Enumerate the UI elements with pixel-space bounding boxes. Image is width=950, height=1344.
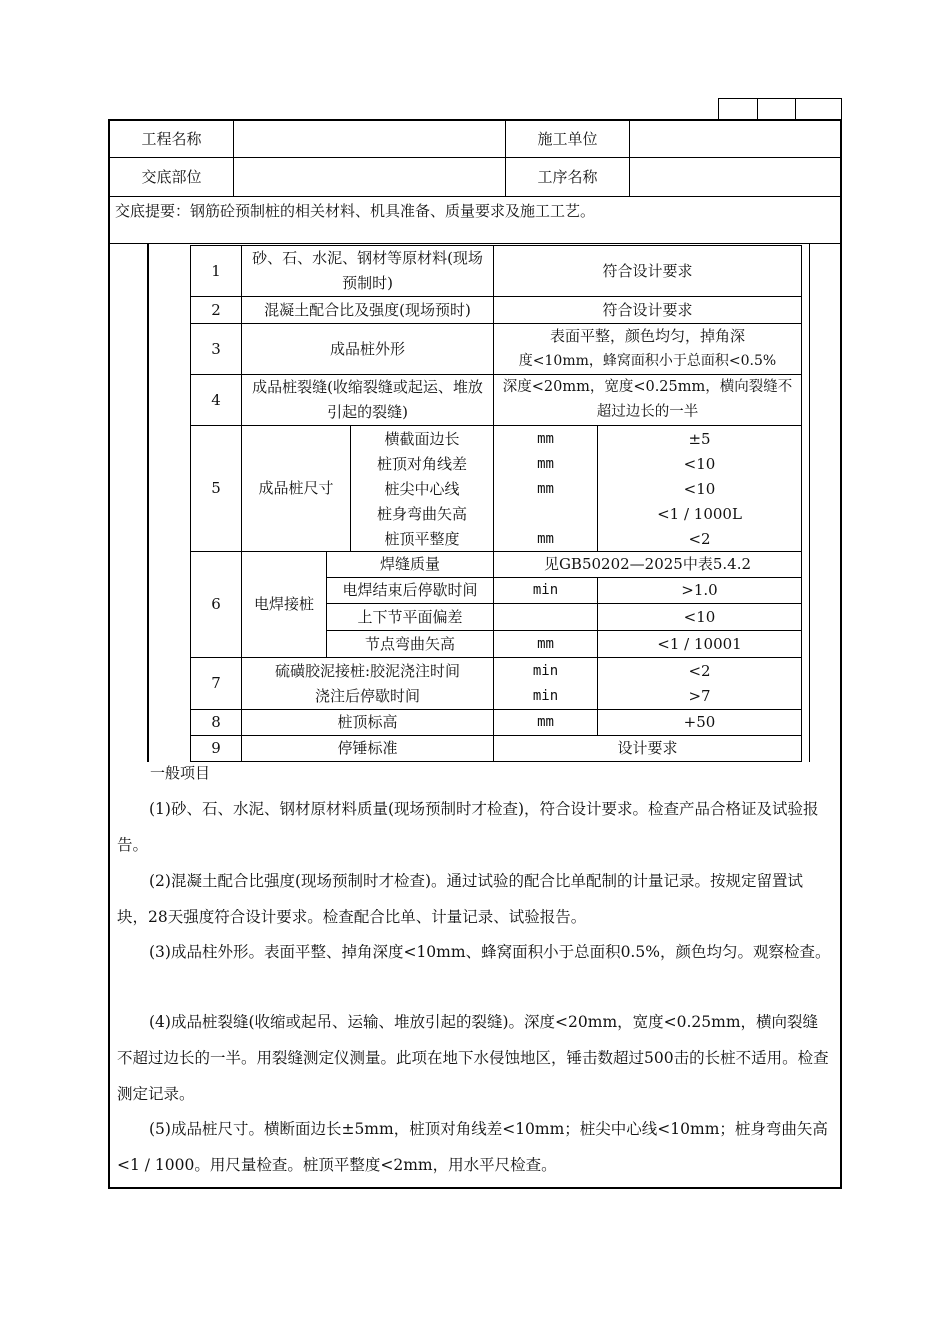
row6-sub4-unit: mm	[493, 630, 598, 658]
project-name-field[interactable]	[233, 120, 506, 158]
row7-value1: <2	[688, 662, 711, 680]
row1-no: 1	[190, 245, 242, 297]
row2-no: 2	[190, 296, 242, 324]
row7-line1: 硫磺胶泥接桩:胶泥浇注时间	[274, 662, 461, 680]
left-vertical-line	[147, 243, 149, 762]
row9-item: 停锤标准	[241, 735, 494, 762]
corner-box-2	[757, 98, 796, 120]
summary-text: 交底提要：钢筋砼预制桩的相关材料、机具准备、质量要求及施工工艺。	[115, 202, 596, 220]
row2-item: 混凝土配合比及强度(现场预时)	[241, 296, 494, 324]
process-name-label: 工序名称	[505, 157, 630, 197]
row5-sub5-value: <2	[688, 530, 711, 548]
row9-value: 设计要求	[493, 735, 802, 762]
right-vertical-line	[809, 243, 810, 762]
row5-sub4-unit	[494, 502, 597, 527]
process-name-field[interactable]	[629, 157, 841, 197]
row5-subnames	[350, 425, 494, 552]
row6-sub1-name: 焊缝质量	[326, 551, 494, 578]
row6-sub3-value: <10	[597, 603, 802, 631]
row7-unit2: min	[532, 688, 559, 704]
row5-sub1-name: 横截面边长	[384, 430, 460, 448]
row5-sub2-value: <10	[683, 455, 716, 473]
row5-sub2-name: 桩顶对角线差	[376, 455, 467, 473]
row6-sub4-name: 节点弯曲矢高	[326, 630, 494, 658]
general-item-4: (4)成品桩裂缝(收缩或起吊、运输、堆放引起的裂缝)。深度<20mm，宽度<0.25mm，横向裂缝不超过边长的一半。用裂缝测定仪测量。此项在地下水侵蚀地区，锤击数超过500击的长桩不适用。检查测定记录。	[117, 1013, 829, 1103]
general-item-3: (3)成品柱外形。表面平整、掉角深度<10mm、蜂窝面积小于总面积0.5%，颜色均匀。观察检查。	[149, 943, 831, 961]
row8-value: +50	[597, 709, 802, 736]
row8-item: 桩顶标高	[241, 709, 494, 736]
row5-sub2-unit: mm	[537, 456, 554, 472]
row3-item: 成品桩外形	[241, 323, 494, 375]
row5-sub4-value: <1 / 1000L	[657, 505, 742, 523]
row3-req-line1: 表面平整，颜色均匀，掉角深	[549, 327, 745, 345]
row6-sub2-name: 电焊结束后停歇时间	[326, 577, 494, 604]
row5-sub3-unit: mm	[537, 481, 554, 497]
construction-unit-label: 施工单位	[505, 120, 630, 158]
row5-sub1-value: ±5	[688, 430, 711, 448]
row2-requirement: 符合设计要求	[493, 296, 802, 324]
row7-unit1: min	[532, 663, 559, 679]
row4-item: 成品桩裂缝(收缩裂缝或起运、堆放引起的裂缝)	[241, 374, 494, 426]
corner-box-3	[795, 98, 842, 120]
construction-unit-field[interactable]	[629, 120, 841, 158]
general-item-5: (5)成品桩尺寸。横断面边长±5mm，桩顶对角线差<10mm；桩尖中心线<10mm；桩身弯曲矢高<1 / 1000。用尺量检查。桩顶平整度<2mm，用水平尺检查。	[117, 1120, 828, 1174]
row5-sub3-value: <10	[683, 480, 716, 498]
row5-sub4-name: 桩身弯曲矢高	[376, 505, 467, 523]
row6-sub3-name: 上下节平面偏差	[326, 603, 494, 631]
row3-no: 3	[190, 323, 242, 375]
row5-sub5-name: 桩顶平整度	[384, 530, 460, 548]
row6-item: 电焊接桩	[241, 551, 327, 658]
row5-units	[493, 425, 598, 552]
row3-req-line2: 度<10mm，蜂窝面积小于总面积<0.5%	[518, 353, 777, 369]
row6-sub2-unit: min	[493, 577, 598, 604]
row9-no: 9	[190, 735, 242, 762]
project-name-label: 工程名称	[109, 120, 234, 158]
row7-no: 7	[190, 657, 242, 710]
row7-line2: 浇注后停歇时间	[314, 687, 420, 705]
row7-item	[241, 657, 494, 710]
row5-values	[597, 425, 802, 552]
corner-box-1	[718, 98, 758, 120]
row5-sub5-unit: mm	[537, 531, 554, 547]
general-item-2: (2)混凝土配合比强度(现场预制时才检查)。通过试验的配合比单配制的计量记录。按规定留置试块，28天强度符合设计要求。检查配合比单、计量记录、试验报告。	[117, 872, 804, 926]
row5-sub1-unit: mm	[537, 431, 554, 447]
row6-sub2-value: >1.0	[597, 577, 802, 604]
row6-sub3-unit	[493, 603, 598, 631]
handover-part-label: 交底部位	[109, 157, 234, 197]
row7-value2: >7	[688, 687, 711, 705]
row6-sub4-value: <1 / 10001	[597, 630, 802, 658]
row5-item: 成品桩尺寸	[241, 425, 351, 552]
row5-sub3-name: 桩尖中心线	[384, 480, 460, 498]
row4-no: 4	[190, 374, 242, 426]
row4-requirement: 深度<20mm，宽度<0.25mm，横向裂缝不超过边长的一半	[493, 374, 802, 426]
row7-units	[493, 657, 598, 710]
row6-no: 6	[190, 551, 242, 658]
row5-no: 5	[190, 425, 242, 552]
row8-no: 8	[190, 709, 242, 736]
general-item-1: (1)砂、石、水泥、钢材原材料质量(现场预制时才检查)，符合设计要求。检查产品合格证及试验报告。	[117, 800, 819, 854]
row7-values	[597, 657, 802, 710]
row8-unit: mm	[493, 709, 598, 736]
row6-sub1-value: 见GB50202—2025中表5.4.2	[493, 551, 802, 578]
handover-part-field[interactable]	[233, 157, 506, 197]
row3-requirement	[493, 323, 802, 375]
general-heading: 一般项目	[150, 764, 211, 782]
row1-item: 砂、石、水泥、钢材等原材料(现场预制时)	[241, 245, 494, 297]
row1-requirement: 符合设计要求	[493, 245, 802, 297]
